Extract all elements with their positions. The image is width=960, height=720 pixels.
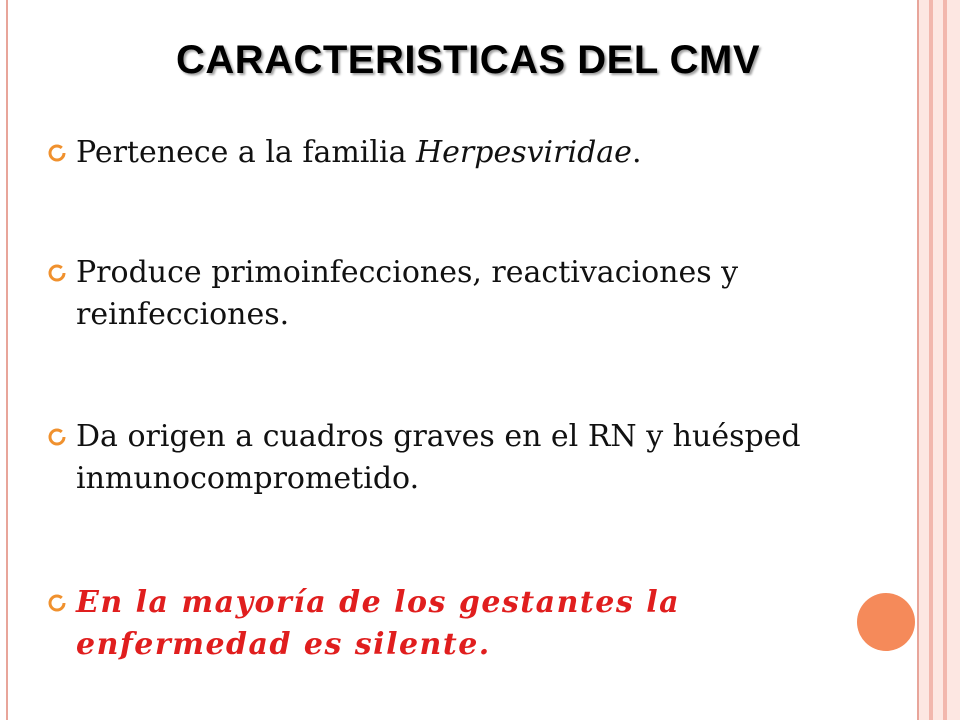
bullet-text: Produce primoinfecciones, reactivaciones y reinfecciones. xyxy=(76,255,739,332)
bullet-ring-icon xyxy=(48,264,66,282)
bullet-ring-icon xyxy=(48,428,66,446)
bullet-emphasis: Herpesviridae xyxy=(416,135,632,170)
bullet-text: Da origen a cuadros graves en el RN y huésped inmunocomprometido. xyxy=(76,419,801,496)
bullet-item xyxy=(48,416,898,500)
right-stripe xyxy=(947,0,960,720)
bullet-ring-icon xyxy=(48,144,66,162)
slide-title: CARACTERISTICAS DEL CMV xyxy=(175,38,761,82)
right-stripe xyxy=(933,0,943,720)
bullet-text: Pertenece a la familia Herpesviridae. xyxy=(76,135,642,170)
bullet-item xyxy=(48,252,898,336)
bullet-ring-icon xyxy=(48,594,66,612)
bullet-item xyxy=(48,132,898,174)
bullet-item-highlight xyxy=(48,582,898,666)
left-border-line xyxy=(6,0,8,720)
bullet-text-highlight: En la mayoría de los gestantes la enfermedad es silente. xyxy=(76,585,681,662)
right-stripe xyxy=(919,0,929,720)
